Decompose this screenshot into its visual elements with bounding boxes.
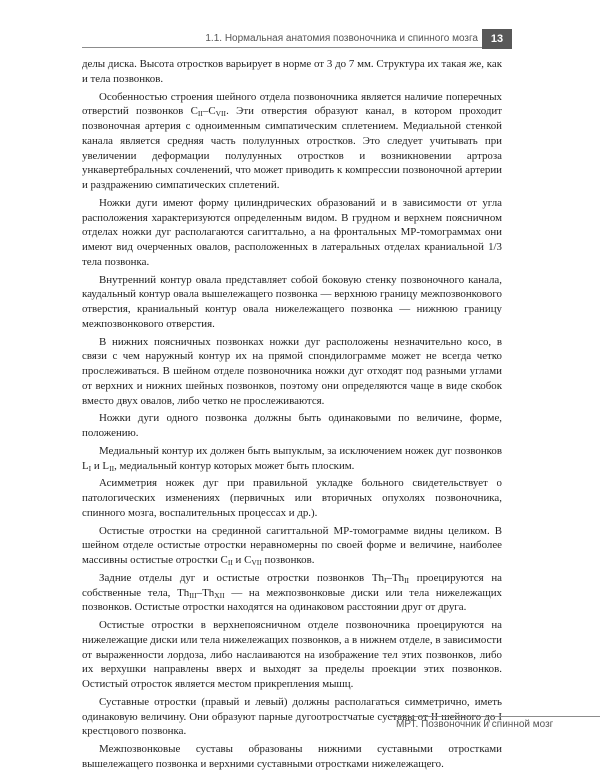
paragraph: Особенностью строения шейного отдела позвоночника является наличие поперечных отверстий позвонков $C_{II}-C_{VII}$. Эти отверстия образуют канал, в котором проходит позвоночная артерия с одноименным симпатическим сплетением. Медиальной стенкой канала является средняя часть полулунных отростков. Это следует учитывать при увеличении деформации полулунных отростков и возникновении артроза ункавертебральных сочленений, что может приводить к компрессии позвоночной артерии и раздражению симпатических сплетений. [82, 90, 502, 191]
paragraph: Асимметрия ножек дуг при правильной укладке больного свидетельствует о патологических изменениях (первичных или вторичных опухолях позвоночника, спинного мозга, воспалительных процессах и др.). [82, 477, 502, 519]
footer-rule [390, 716, 600, 717]
paragraph: Остистые отростки в верхнепоясничном отделе позвоночника проецируются на нижележащие диски или тела нижележащих позвонков, а в нижнем отделе, в зависимости от выраженности лордоза, либо наслаиваются на изображение тел этих позвонков, либо их верхушки направлены вверх и выходят за пределы проекции этих позвонков. Остистый отросток является местом прикрепления мышц. [82, 619, 502, 690]
paragraph: Медиальный контур их должен быть выпуклым, за исключением ножек дуг позвонков $L_I$ и $L_{II}$, медиальный контур которых может быть плоским. [82, 444, 502, 473]
paragraph: делы диска. Высота отростков варьирует в норме от 3 до 7 мм. Структура их такая же, как и тела позвонков. [82, 58, 502, 85]
paragraph: Ножки дуги одного позвонка должны быть одинаковыми по величине, форме, положению. [82, 412, 502, 439]
page-number: 13 [482, 29, 512, 49]
running-section-title: 1.1. Нормальная анатомия позвоночника и спинного мозга [205, 33, 478, 44]
running-book-title: МРТ. Позвоночник и спинной мозг [396, 719, 554, 730]
paragraph: Ножки дуги имеют форму цилиндрических образований и в зависимости от угла расположения характеризуются определенным видом. В грудном и верхнем поясничном отделах ножки дуг располагаются сагиттально, а на фронтальных МР-томограммах они имеют вид очерченных овалов, расположенных в латеральных отделах краниальной 1/3 тела позвонка. [82, 196, 502, 268]
paragraph: Задние отделы дуг и остистые отростки позвонков $Th_I-Th_{II}$ проецируются на собственные тела, $Th_{III}-Th_{XII}$ — на межпозвонковые диски или тела нижележащих позвонков. Остистые отростки находятся на одинаковом расстоянии друг от друга. [82, 571, 502, 614]
body-text [82, 57, 502, 775]
paragraph: Внутренний контур овала представляет собой боковую стенку позвоночного канала, каудальный контур овала вышележащего позвонка — верхнюю границу межпозвонкового отверстия, краниальный контур овала нижележащего позвонка — нижнюю границу межпозвонкового отверстия. [82, 273, 502, 330]
page-footer [390, 716, 600, 732]
paragraph: Суставные отростки (правый и левый) должны располагаться симметрично, иметь одинаковую величину. Они образуют парные дугоотростчатые суставы от II шейного до I крестцового позвонка. [82, 695, 502, 738]
paragraph: Остистые отростки на срединной сагиттальной МР-томограмме видны целиком. В шейном отделе остистые отростки неравномерны по своей форме и величине, наиболее массивны остистые отростки $C_{II}$ и $C_{VII}$ позвонков. [82, 524, 502, 567]
paragraph: В нижних поясничных позвонках ножки дуг расположены незначительно косо, в связи с чем наружный контур их на прямой спондилограмме может не всегда четко прослеживаться. В шейном отделе позвоночника ножки дуг отходят под разными углами от верхних и нижних шейных позвонков, поэтому они определяются чаще в виде скобок вместо двух овалов, либо четко не прослеживаются. [82, 335, 502, 407]
paragraph: Межпозвонковые суставы образованы нижними суставными отростками вышележащего позвонка и верхними суставными отростками нижележащего. [82, 743, 502, 770]
header-rule [82, 47, 482, 48]
page-header [0, 29, 600, 49]
